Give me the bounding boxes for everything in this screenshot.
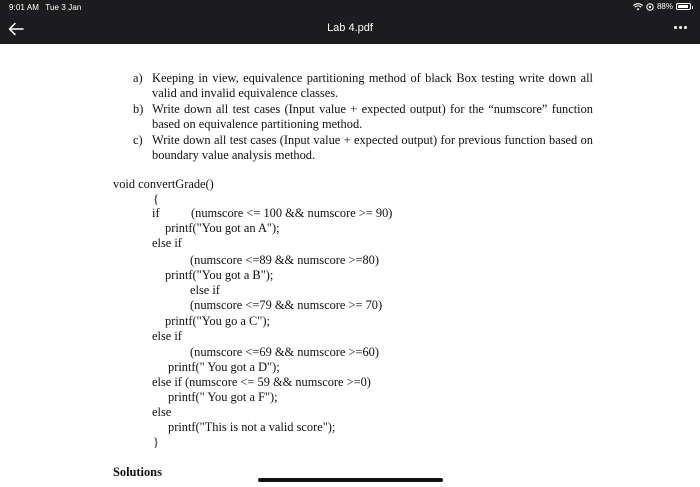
status-bar-left xyxy=(9,3,85,12)
code-line: } xyxy=(153,435,159,449)
code-line: printf("You got a B"); xyxy=(165,268,274,282)
task-text: Keeping in view, equivalence partitioning method of black Box testing write down all valid and invalid equivalence classes. xyxy=(152,71,593,100)
document-title: Lab 4.pdf xyxy=(327,22,373,34)
top-bar xyxy=(0,0,700,44)
code-line: (numscore <=79 && numscore >= 70) xyxy=(190,298,383,312)
code-line: else if xyxy=(152,329,182,343)
code-line: else if xyxy=(190,283,220,297)
code-line: if xyxy=(152,206,160,220)
status-bar-right xyxy=(633,2,691,11)
code-line: { xyxy=(153,192,159,206)
more-options-button[interactable] xyxy=(670,20,690,34)
wifi-icon xyxy=(633,3,643,11)
code-line: (numscore <=89 && numscore >=80) xyxy=(190,253,379,267)
code-line: (numscore <= 100 && numscore >= 90) xyxy=(191,206,393,220)
code-line: printf(" You got a F"); xyxy=(168,390,278,404)
code-line: else if (numscore <= 59 && numscore >=0) xyxy=(152,375,371,389)
battery-icon xyxy=(676,3,691,10)
location-icon xyxy=(646,3,654,11)
code-line: else if xyxy=(152,236,182,250)
home-indicator[interactable] xyxy=(258,478,443,482)
task-text: Write down all test cases (Input value + expected output) for the “numscore” function based on equivalence partitioning method. xyxy=(152,102,593,131)
code-line: printf("You got an A"); xyxy=(165,221,280,235)
task-letter: c) xyxy=(133,133,143,147)
task-item xyxy=(133,71,593,101)
status-time: 9:01 AM xyxy=(9,3,40,12)
task-letter: b) xyxy=(133,102,144,116)
task-text: Write down all test cases (Input value + expected output) for previous function based on boundary value analysis method. xyxy=(152,133,593,162)
code-line: printf("You go a C"); xyxy=(165,314,270,328)
more-options-icon xyxy=(674,26,677,29)
code-line: (numscore <=69 && numscore >=60) xyxy=(190,345,379,359)
code-line: else xyxy=(152,405,172,419)
status-date: Tue 3 Jan xyxy=(45,3,82,12)
task-list xyxy=(133,71,593,164)
task-item xyxy=(133,133,593,163)
code-line: void convertGrade() xyxy=(113,177,214,191)
code-line: printf(" You got a D"); xyxy=(168,360,280,374)
solutions-heading: Solutions xyxy=(113,465,162,479)
battery-percent: 88% xyxy=(656,2,673,11)
task-letter: a) xyxy=(133,71,143,85)
code-line: printf("This is not a valid score"); xyxy=(168,420,336,434)
task-item xyxy=(133,102,593,132)
pdf-page xyxy=(0,44,700,487)
